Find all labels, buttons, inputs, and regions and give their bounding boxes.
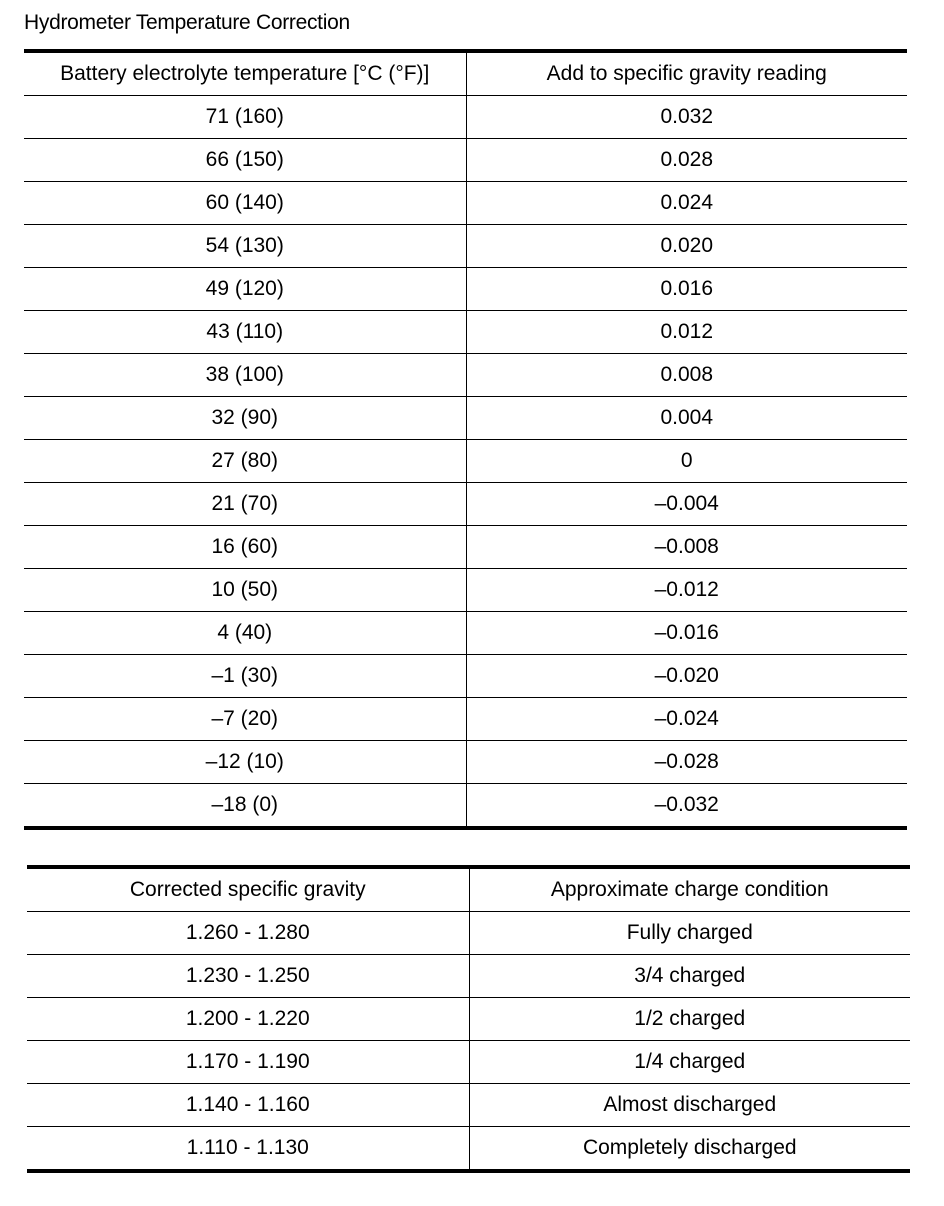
table-row	[27, 998, 910, 1041]
correction-cell: 0.024	[466, 182, 907, 225]
temperature-cell: 32 (90)	[24, 397, 466, 440]
charge-condition-cell: 3/4 charged	[469, 955, 910, 998]
gravity-range-cell: 1.110 - 1.130	[27, 1127, 469, 1172]
correction-cell: 0	[466, 440, 907, 483]
table-row	[24, 311, 907, 354]
correction-cell: –0.008	[466, 526, 907, 569]
page-title: Hydrometer Temperature Correction	[24, 11, 350, 34]
table-row	[24, 397, 907, 440]
correction-cell: 0.016	[466, 268, 907, 311]
gravity-range-cell: 1.230 - 1.250	[27, 955, 469, 998]
charge-condition-cell: Completely discharged	[469, 1127, 910, 1172]
table-row	[24, 182, 907, 225]
table-row	[24, 483, 907, 526]
temperature-cell: –12 (10)	[24, 741, 466, 784]
table-header-row	[27, 867, 910, 912]
temperature-cell: 10 (50)	[24, 569, 466, 612]
table-row	[24, 96, 907, 139]
temperature-cell: 43 (110)	[24, 311, 466, 354]
correction-cell: –0.024	[466, 698, 907, 741]
table-row	[27, 1041, 910, 1084]
header-corrected-gravity: Corrected specific gravity	[27, 867, 469, 912]
temperature-cell: 54 (130)	[24, 225, 466, 268]
temperature-cell: –7 (20)	[24, 698, 466, 741]
temperature-cell: 27 (80)	[24, 440, 466, 483]
header-charge-condition: Approximate charge condition	[469, 867, 910, 912]
temperature-cell: –1 (30)	[24, 655, 466, 698]
correction-cell: –0.032	[466, 784, 907, 829]
temperature-cell: 71 (160)	[24, 96, 466, 139]
temperature-cell: 60 (140)	[24, 182, 466, 225]
correction-cell: 0.008	[466, 354, 907, 397]
temperature-cell: 49 (120)	[24, 268, 466, 311]
correction-cell: –0.020	[466, 655, 907, 698]
charge-condition-table	[27, 865, 910, 1173]
table-row	[24, 526, 907, 569]
table-row	[24, 784, 907, 829]
charge-condition-cell: 1/4 charged	[469, 1041, 910, 1084]
temperature-cell: 38 (100)	[24, 354, 466, 397]
table-row	[24, 354, 907, 397]
table-row	[27, 955, 910, 998]
table-row	[24, 440, 907, 483]
correction-cell: 0.012	[466, 311, 907, 354]
table-row	[24, 698, 907, 741]
temperature-correction-table	[24, 49, 907, 830]
gravity-range-cell: 1.260 - 1.280	[27, 912, 469, 955]
correction-cell: 0.004	[466, 397, 907, 440]
correction-cell: 0.028	[466, 139, 907, 182]
header-electrolyte-temperature: Battery electrolyte temperature [°C (°F)]	[24, 51, 466, 96]
correction-cell: 0.032	[466, 96, 907, 139]
table-row	[24, 655, 907, 698]
correction-cell: 0.020	[466, 225, 907, 268]
table-row	[24, 225, 907, 268]
temperature-cell: 4 (40)	[24, 612, 466, 655]
gravity-range-cell: 1.140 - 1.160	[27, 1084, 469, 1127]
temperature-cell: –18 (0)	[24, 784, 466, 829]
table-row	[24, 139, 907, 182]
table-row	[24, 569, 907, 612]
charge-condition-cell: Almost discharged	[469, 1084, 910, 1127]
table-row	[27, 1084, 910, 1127]
gravity-range-cell: 1.200 - 1.220	[27, 998, 469, 1041]
gravity-range-cell: 1.170 - 1.190	[27, 1041, 469, 1084]
table-row	[27, 912, 910, 955]
charge-condition-cell: 1/2 charged	[469, 998, 910, 1041]
charge-condition-cell: Fully charged	[469, 912, 910, 955]
correction-cell: –0.028	[466, 741, 907, 784]
temperature-cell: 21 (70)	[24, 483, 466, 526]
table-row	[24, 612, 907, 655]
correction-cell: –0.004	[466, 483, 907, 526]
table-row	[24, 268, 907, 311]
table-header-row	[24, 51, 907, 96]
temperature-cell: 66 (150)	[24, 139, 466, 182]
correction-cell: –0.012	[466, 569, 907, 612]
temperature-cell: 16 (60)	[24, 526, 466, 569]
table-row	[27, 1127, 910, 1172]
correction-cell: –0.016	[466, 612, 907, 655]
header-gravity-correction: Add to specific gravity reading	[466, 51, 907, 96]
table-row	[24, 741, 907, 784]
